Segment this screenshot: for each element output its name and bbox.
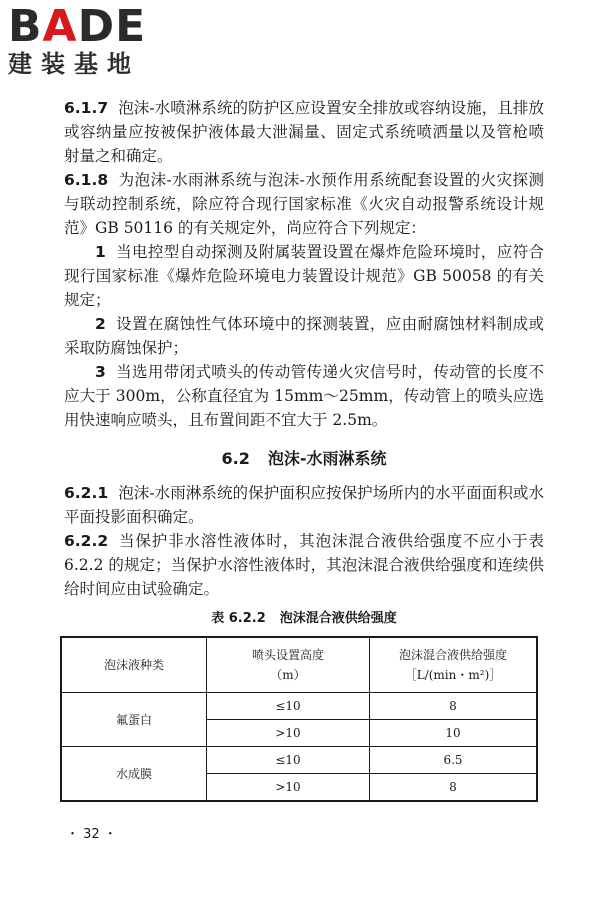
- cell-foam-type: 氟蛋白: [61, 693, 207, 747]
- table-row: [61, 693, 537, 720]
- header-nozzle-height: 喷头设置高度 （m）: [207, 637, 370, 693]
- foam-intensity-table: [60, 636, 538, 802]
- table-header-row: [61, 637, 537, 693]
- clause-6-2-1: 6.2.1 泡沫-水雨淋系统的保护面积应按保护场所内的水平面面积或水平面投影面积确定。: [64, 484, 544, 526]
- cell-intensity: 8: [370, 693, 538, 720]
- cell-height: >10: [207, 720, 370, 747]
- section-heading: 6.2 泡沫-水雨淋系统: [221, 449, 387, 468]
- clause-6-1-7: 6.1.7 泡沫-水喷淋系统的防护区应设置安全排放或容纳设施，且排放或容纳量应按被保护液体最大泄漏量、固定式系统喷洒量以及管枪喷射量之和确定。: [64, 99, 544, 165]
- cell-height: >10: [207, 774, 370, 802]
- cell-height: ≤10: [207, 693, 370, 720]
- page-number: ・ 32 ・: [66, 827, 117, 842]
- logo-wordmark: BADE: [8, 1, 147, 52]
- cell-intensity: 8: [370, 774, 538, 802]
- table-caption: 表 6.2.2 泡沫混合液供给强度: [211, 611, 397, 626]
- list-item-2: 2 设置在腐蚀性气体环境中的探测装置，应由耐腐蚀材料制成或采取防腐蚀保护；: [64, 315, 544, 357]
- list-item-3: 3 当选用带闭式喷头的传动管传递火灾信号时，传动管的长度不应大于 300m，公称直径宜为 15mm～25mm，传动管上的喷头应选用快速响应喷头，且布置间距不宜大于 2.5m。: [64, 363, 544, 429]
- table-row: [61, 747, 537, 774]
- cell-intensity: 10: [370, 720, 538, 747]
- header-supply-intensity: 泡沫混合液供给强度 ［L/(min・m²)］: [370, 637, 538, 693]
- bade-logo: [8, 1, 188, 82]
- cell-intensity: 6.5: [370, 747, 538, 774]
- document-body: [64, 96, 544, 802]
- header-foam-type: 泡沫液种类: [61, 637, 207, 693]
- logo-subtitle: 建装基地: [8, 50, 140, 78]
- list-item-1: 1 当电控型自动探测及附属装置设置在爆炸危险环境时，应符合现行国家标准《爆炸危险环境电力装置设计规范》GB 50058 的有关规定；: [64, 243, 544, 309]
- cell-height: ≤10: [207, 747, 370, 774]
- clause-6-1-8: 6.1.8 为泡沫-水雨淋系统与泡沫-水预作用系统配套设置的火灾探测与联动控制系统，除应符合现行国家标准《火灾自动报警系统设计规范》GB 50116 的有关规定外，尚应符合下列规定：: [64, 171, 544, 237]
- cell-foam-type: 水成膜: [61, 747, 207, 802]
- clause-6-2-2: 6.2.2 当保护非水溶性液体时，其泡沫混合液供给强度不应小于表 6.2.2 的规定；当保护水溶性液体时，其泡沫混合液供给强度和连续供给时间应由试验确定。: [64, 532, 544, 598]
